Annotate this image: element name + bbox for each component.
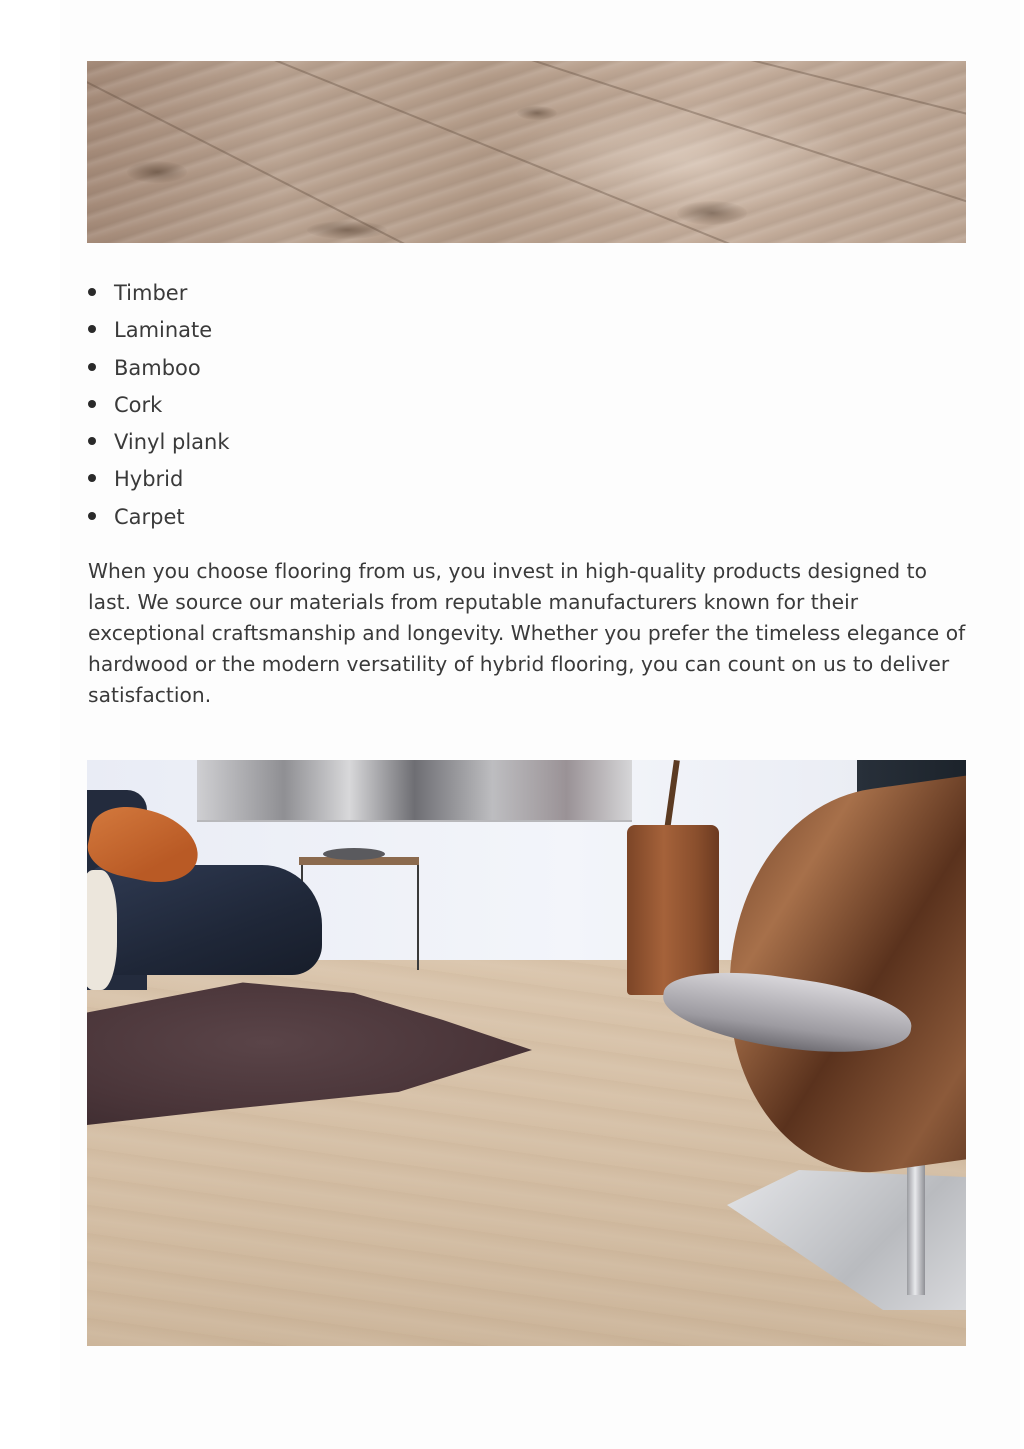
bullet-icon	[88, 400, 96, 408]
bullet-icon	[88, 363, 96, 371]
living-room-image	[87, 760, 966, 1346]
wall-painting	[197, 760, 632, 822]
list-item-label: Hybrid	[114, 467, 184, 492]
bullet-icon	[88, 288, 96, 296]
list-item-label: Bamboo	[114, 355, 201, 380]
bullet-icon	[88, 474, 96, 482]
decor-bowl	[323, 848, 385, 860]
throw-blanket	[87, 870, 117, 990]
list-item-label: Vinyl plank	[114, 430, 230, 455]
wood-knot	[127, 161, 187, 183]
tree-stump-vase	[627, 825, 719, 995]
list-item	[88, 351, 230, 388]
list-item-label: Cork	[114, 392, 163, 417]
list-item	[88, 500, 230, 537]
floor-sheen	[507, 101, 867, 221]
wood-knot	[307, 221, 387, 239]
list-item	[88, 313, 230, 350]
list-item	[88, 425, 230, 462]
bullet-icon	[88, 437, 96, 445]
flooring-types-list	[88, 276, 230, 537]
intro-paragraph: When you choose flooring from us, you invest in high-quality products designed to last. We source our materials from reputable manufacturers known for their exceptional craftsmanship and longevity. Whether you prefer the timeless elegance of hardwood or the modern versatility of hybrid flooring, you can count on us to deliver satisfaction.	[88, 559, 966, 707]
list-item-label: Laminate	[114, 318, 213, 343]
bullet-icon	[88, 325, 96, 333]
wood-knot	[677, 201, 747, 225]
plank-seam	[87, 71, 442, 243]
bullet-icon	[88, 512, 96, 520]
list-item-label: Timber	[114, 281, 188, 305]
sofa	[87, 865, 322, 975]
wood-floor-image	[87, 61, 966, 243]
list-item-label: Carpet	[114, 504, 185, 529]
list-item	[88, 388, 230, 425]
list-item	[88, 276, 230, 313]
side-table-leg	[417, 865, 419, 970]
wood-knot	[517, 106, 557, 120]
list-item	[88, 462, 230, 499]
